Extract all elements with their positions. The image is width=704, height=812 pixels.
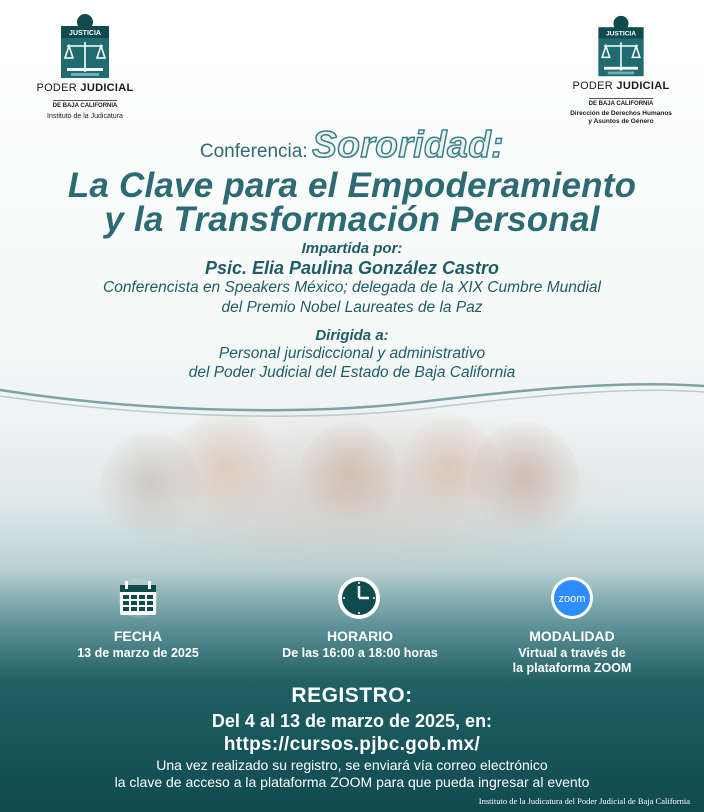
logo-direccion-line-1: Dirección de Derechos Humanos <box>570 110 672 117</box>
registro-note-1: Una vez realizado su registro, se enviará vía correo electrónico <box>156 757 548 773</box>
svg-text:zoom: zoom <box>558 593 586 605</box>
modalidad-value-1: Virtual a través de <box>518 646 626 660</box>
justice-emblem-icon <box>590 14 652 80</box>
calendar-icon <box>107 577 169 619</box>
logo-poder-judicial-text: PODER JUDICIAL <box>572 80 670 92</box>
logo-direccion-line-2: y Asuntos de Género <box>588 118 654 125</box>
fecha-label: FECHA <box>113 628 163 644</box>
logo-instituto-text: Instituto de la Judicatura <box>47 113 123 120</box>
speaker-description-1: Conferencista en Speakers México; delegada de la XIX Cumbre Mundial <box>103 279 601 296</box>
headline-line-1: La Clave para el Empoderamiento <box>67 166 637 205</box>
footer-credit: Instituto de la Judicatura del Poder Judicial de Baja California <box>478 796 690 806</box>
audience-line-2: del Poder Judicial del Estado de Baja California <box>188 364 516 381</box>
logo-direccion-derechos-humanos <box>556 14 686 126</box>
audience-line-1: Personal jurisdiccional y administrativo <box>218 345 486 362</box>
headline-line-2: y la Transformación Personal <box>104 200 600 239</box>
svg-text:JUSTICIA: JUSTICIA <box>69 30 101 37</box>
svg-text:JUSTICIA: JUSTICIA <box>605 30 637 38</box>
zoom-icon <box>541 577 603 619</box>
speaker-name: Psic. Elia Paulina González Castro <box>204 258 500 278</box>
speaker-label: Impartida por: <box>301 240 403 257</box>
logo-poder-judicial-instituto <box>30 12 140 122</box>
logo-poder-judicial-text: PODER JUDICIAL <box>36 82 134 94</box>
registro-dates: Del 4 al 13 de marzo de 2025, en: <box>211 711 493 731</box>
audience-label: Dirigida a: <box>315 327 389 344</box>
modalidad-label: MODALIDAD <box>529 628 615 644</box>
registro-note-2: la clave de acceso a la plataforma ZOOM para que pueda ingresar al evento <box>114 774 590 790</box>
registro-title: REGISTRO: <box>291 684 413 707</box>
horario-label: HORARIO <box>326 628 394 644</box>
justice-emblem-icon <box>53 12 117 82</box>
title-prefix: Conferencia: <box>199 141 308 162</box>
logo-estado-text: DE BAJA CALIFORNIA <box>53 100 118 110</box>
title-highlight: Sororidad: <box>312 124 505 165</box>
clock-icon <box>328 576 390 620</box>
title-conferencia <box>0 124 704 166</box>
fecha-value: 13 de marzo de 2025 <box>77 646 199 660</box>
speaker-description-2: del Premio Nobel Laureates de la Paz <box>221 299 483 316</box>
logo-estado-text: DE BAJA CALIFORNIA <box>589 98 654 108</box>
registro-url-link[interactable]: https://cursos.pjbc.gob.mx/ <box>223 734 481 755</box>
horario-value: De las 16:00 a 18:00 horas <box>282 646 438 660</box>
modalidad-value-2: la plataforma ZOOM <box>512 661 632 675</box>
